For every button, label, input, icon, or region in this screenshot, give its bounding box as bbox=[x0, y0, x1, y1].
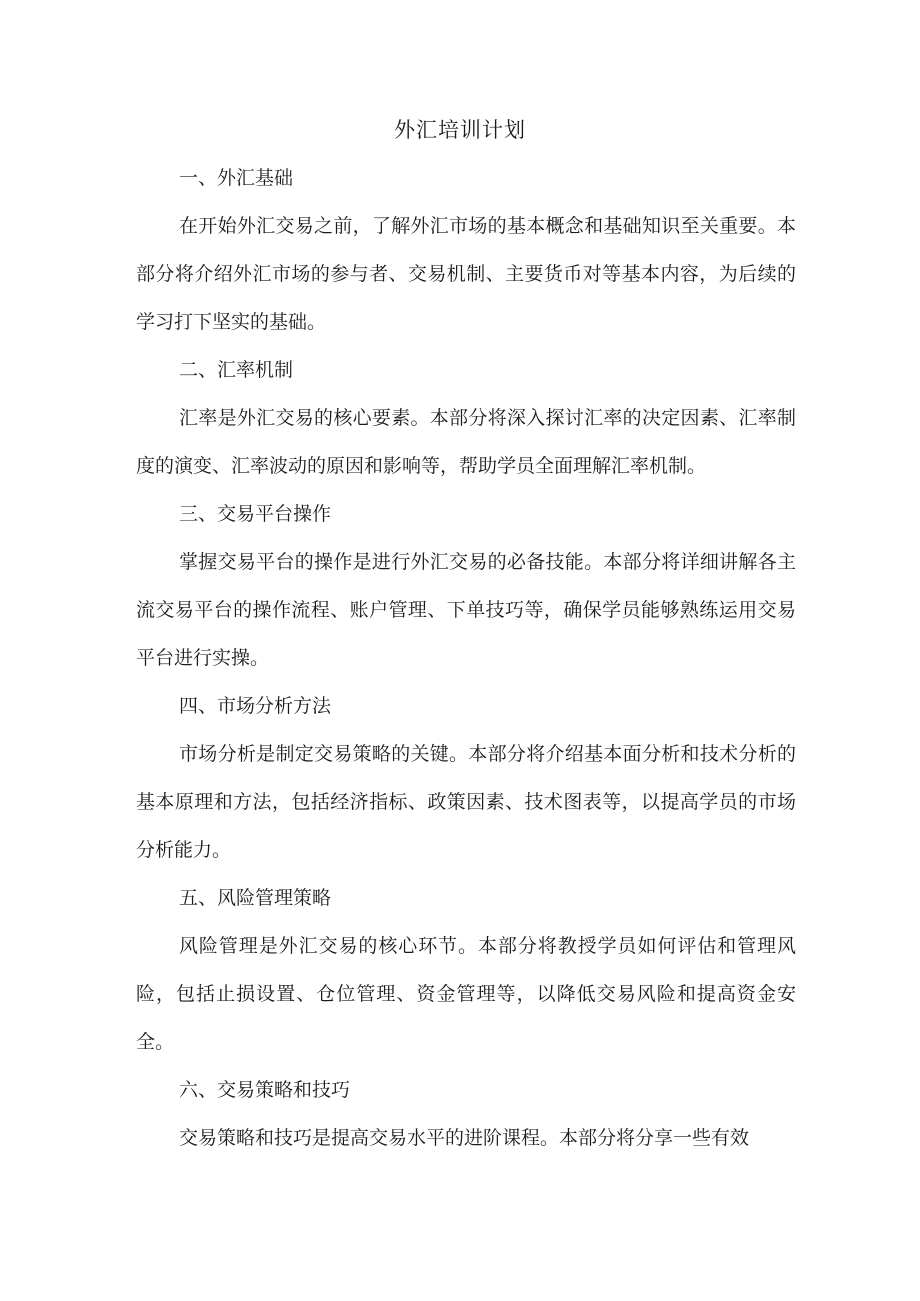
section-heading-4: 四、市场分析方法 bbox=[179, 695, 332, 717]
section-paragraph-3: 掌握交易平台的操作是进行外汇交易的必备技能。本部分将详细讲解各主流交易平台的操作流程、账户管理、下单技巧等，确保学员能够熟练运用交易平台进行实操。 bbox=[136, 551, 796, 669]
section-heading-5: 五、风险管理策略 bbox=[179, 887, 332, 909]
document-body bbox=[136, 154, 796, 1162]
section-paragraph-5: 风险管理是外汇交易的核心环节。本部分将教授学员如何评估和管理风险，包括止损设置、仓位管理、资金管理等，以降低交易风险和提高资金安全。 bbox=[136, 935, 796, 1053]
section-paragraph-4: 市场分析是制定交易策略的关键。本部分将介绍基本面分析和技术分析的基本原理和方法，包括经济指标、政策因素、技术图表等，以提高学员的市场分析能力。 bbox=[136, 743, 796, 861]
section-heading-6: 六、交易策略和技巧 bbox=[179, 1079, 351, 1101]
document-title: 外汇培训计划 bbox=[394, 118, 526, 142]
section-paragraph-1: 在开始外汇交易之前，了解外汇市场的基本概念和基础知识至关重要。本部分将介绍外汇市场的参与者、交易机制、主要货币对等基本内容，为后续的学习打下坚实的基础。 bbox=[136, 215, 796, 333]
section-heading-1: 一、外汇基础 bbox=[179, 167, 294, 189]
section-heading-3: 三、交易平台操作 bbox=[179, 503, 332, 525]
section-paragraph-6: 交易策略和技巧是提高交易水平的进阶课程。本部分将分享一些有效 bbox=[179, 1127, 750, 1149]
section-paragraph-2: 汇率是外汇交易的核心要素。本部分将深入探讨汇率的决定因素、汇率制度的演变、汇率波动的原因和影响等，帮助学员全面理解汇率机制。 bbox=[136, 407, 796, 477]
section-heading-2: 二、汇率机制 bbox=[179, 359, 294, 381]
